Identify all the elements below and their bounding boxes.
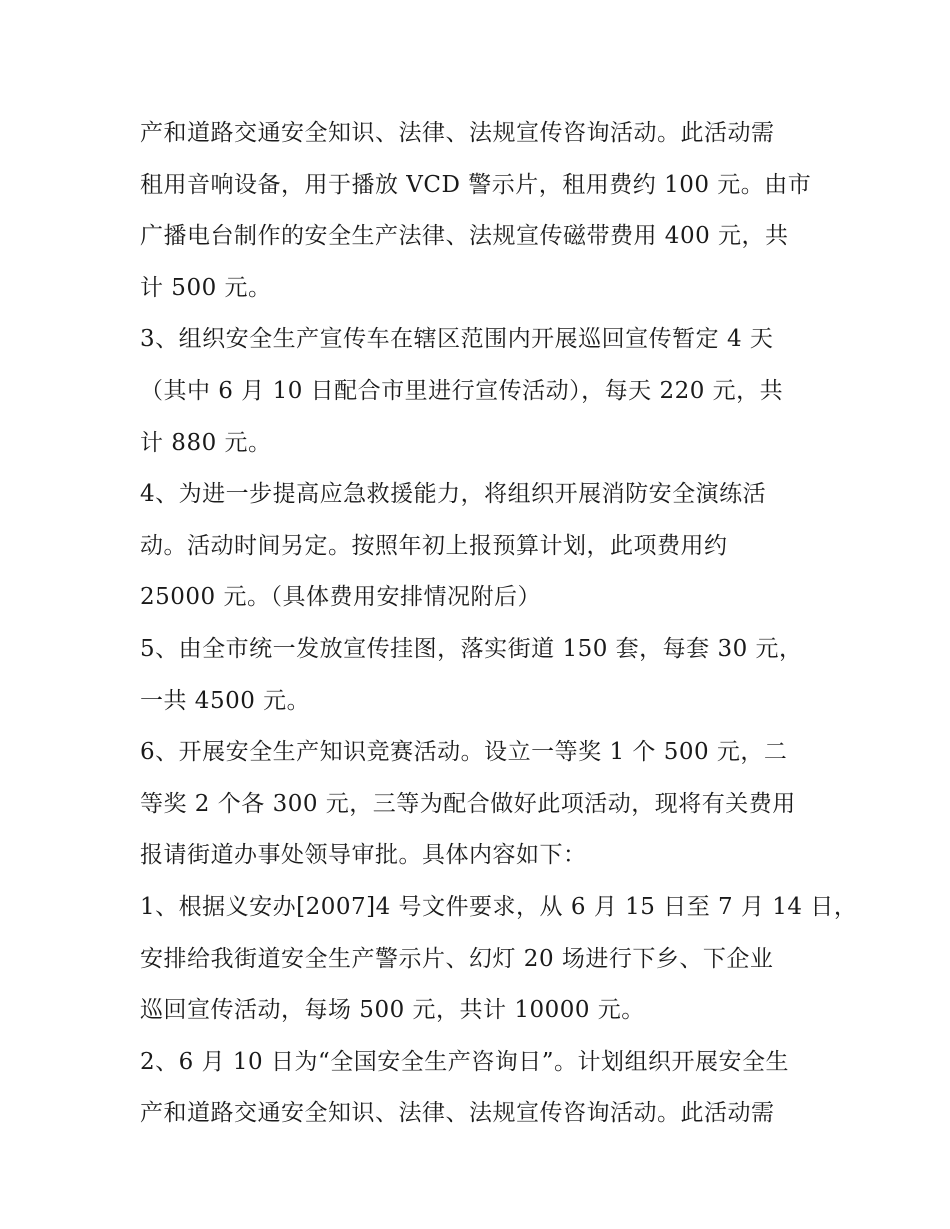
text-line: 2、6 月 10 日为“全国安全生产咨询日”。计划组织开展安全生 (140, 1048, 789, 1075)
text-line: 巡回宣传活动，每场 500 元，共计 10000 元。 (140, 997, 645, 1024)
text-line: （其中 6 月 10 日配合市里进行宣传活动），每天 220 元，共 (140, 377, 784, 404)
text-line: 计 500 元。 (140, 274, 272, 301)
text-line: 25000 元。（具体费用安排情况附后） (140, 584, 541, 611)
text-line: 1、根据义安办[2007]4 号文件要求，从 6 月 15 日至 7 月 14 日， (140, 893, 858, 920)
text-line: 产和道路交通安全知识、法律、法规宣传咨询活动。此活动需 (140, 120, 775, 146)
text-line: 3、组织安全生产宣传车在辖区范围内开展巡回宣传暂定 4 天 (140, 326, 774, 353)
document-body (140, 108, 858, 1140)
text-line: 等奖 2 个各 300 元，三等为配合做好此项活动，现将有关费用 (140, 790, 796, 817)
text-line: 产和道路交通安全知识、法律、法规宣传咨询活动。此活动需 (140, 1100, 775, 1127)
text-line: 一共 4500 元。 (140, 687, 311, 714)
text-line: 安排给我街道安全生产警示片、幻灯 20 场进行下乡、下企业 (140, 945, 774, 972)
text-line: 租用音响设备，用于播放 VCD 警示片，租用费约 100 元。由市 (140, 171, 812, 198)
text-line: 计 880 元。 (140, 429, 272, 456)
text-line: 动。活动时间另定。按照年初上报预算计划，此项费用约 (140, 532, 728, 559)
text-line: 5、由全市统一发放宣传挂图，落实街道 150 套，每套 30 元， (140, 635, 803, 662)
text-line: 报请街道办事处领导审批。具体内容如下： (140, 842, 587, 869)
text-line: 4、为进一步提高应急救援能力，将组织开展消防安全演练活 (140, 481, 767, 508)
text-line: 6、开展安全生产知识竞赛活动。设立一等奖 1 个 500 元，二 (140, 739, 788, 766)
text-line: 广播电台制作的安全生产法律、法规宣传磁带费用 400 元，共 (140, 223, 789, 250)
